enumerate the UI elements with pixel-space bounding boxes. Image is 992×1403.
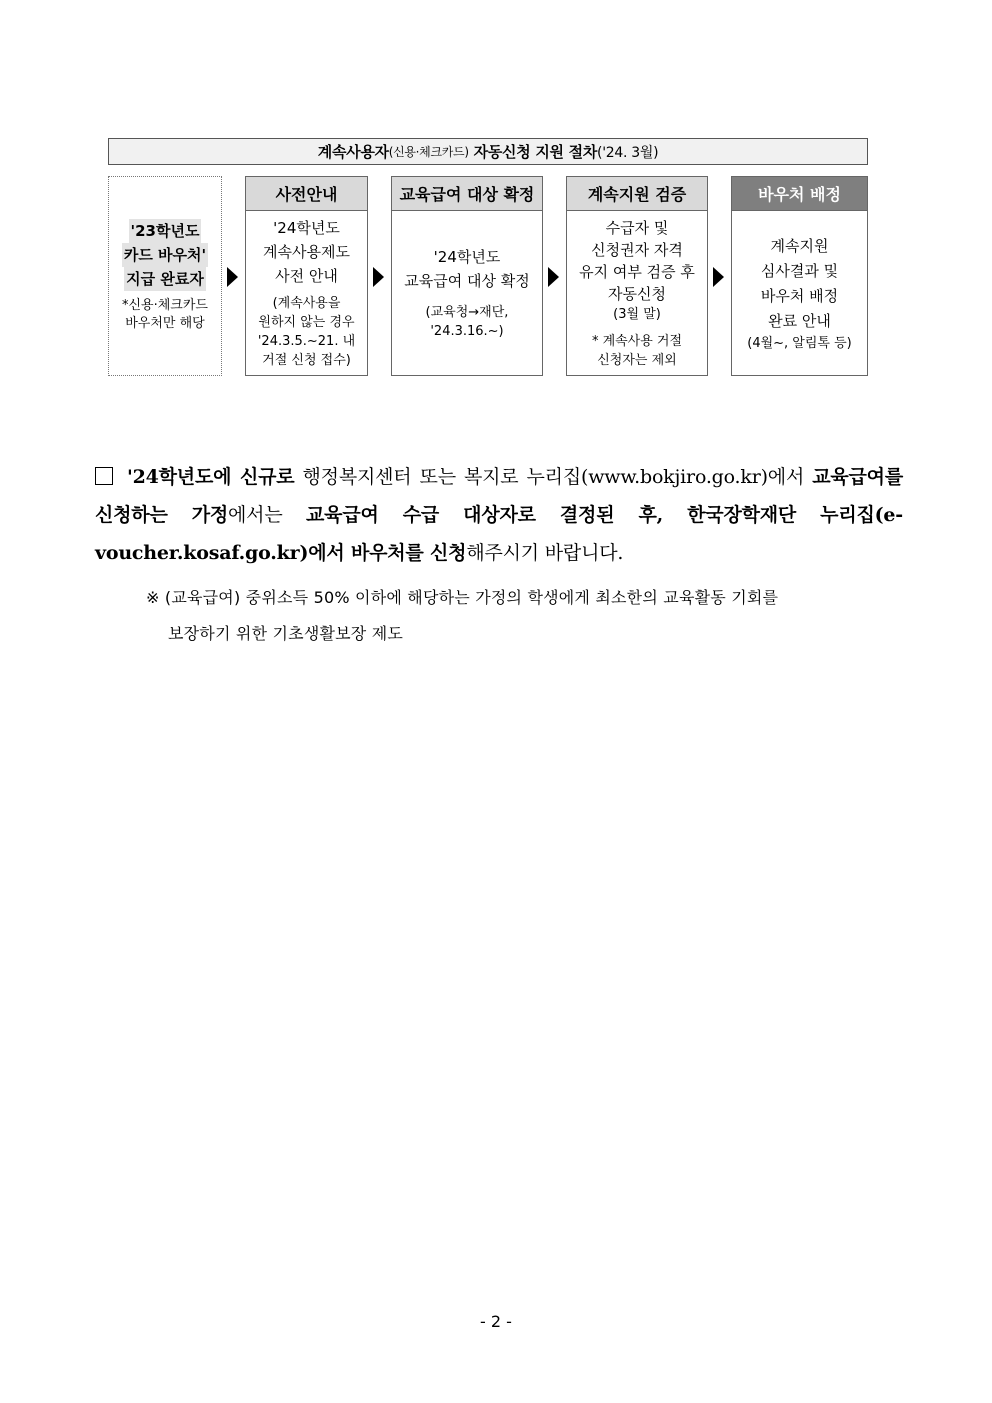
step1-header: 사전안내 (246, 177, 367, 211)
arrow-right-icon (373, 267, 384, 287)
paragraph-text-3: 해주시기 바랍니다. (466, 542, 624, 564)
step2-body (392, 211, 542, 375)
paragraph-bold-1: '24학년도에 신규로 (127, 466, 295, 488)
procedure-title (108, 138, 868, 165)
step-voucher-assign (731, 176, 868, 376)
procedure-title-card-type: (신용·체크카드) (388, 145, 469, 159)
paragraph-bold-2: 교육급여를 신청하는 가정 (95, 466, 903, 526)
procedure-title-rest: 자동신청 지원 절차 (468, 143, 598, 161)
step4-body (732, 211, 867, 375)
step3-line1: 수급자 및 (605, 218, 669, 237)
step0-note-line1: *신용·체크카드 (122, 298, 208, 313)
checkbox-bullet-icon (95, 467, 113, 485)
step1-sub4: 거절 신청 접수) (262, 353, 351, 368)
arrow-right-icon (227, 267, 238, 287)
procedure-title-main: 계속사용자 (317, 143, 389, 161)
step3-line3: 유지 여부 검증 후 (579, 262, 695, 281)
step4-line1: 계속지원 (770, 236, 829, 255)
notice-paragraph (95, 458, 903, 572)
step-pre-notice (245, 176, 368, 376)
step4-line2: 심사결과 및 (760, 261, 839, 280)
paragraph-text-2: 에서는 (228, 504, 307, 526)
arrow-right-icon (548, 267, 559, 287)
step1-body (246, 211, 367, 375)
arrow-right-icon (713, 267, 724, 287)
step3-sub3: 신청자는 제외 (597, 352, 677, 368)
footnote (146, 580, 902, 652)
step2-line2: 교육급여 대상 확정 (404, 272, 530, 290)
paragraph-bold-3: 교육급여 수급 대상자로 결정된 후, 한국장학재단 누리집(e-voucher.kosaf.go.kr)에서 바우처를 신청 (95, 504, 903, 564)
step3-sub2: * 계속사용 거절 (591, 333, 683, 349)
step4-sub1: (4월~, 알림톡 등) (747, 335, 852, 351)
page-number: - 2 - (480, 1312, 512, 1331)
step0-note-line2: 바우처만 해당 (125, 316, 205, 331)
step3-body (567, 211, 707, 375)
paragraph-text-1: 행정복지센터 또는 복지로 누리집(www.bokjiro.go.kr)에서 (294, 466, 813, 488)
step-continuation-verify (566, 176, 708, 376)
step0-line2: 카드 바우처' (122, 243, 208, 267)
procedure-title-year: ('24. 3월) (597, 144, 659, 161)
step2-header: 교육급여 대상 확정 (392, 177, 542, 211)
step3-line4: 자동신청 (608, 284, 666, 303)
step1-sub1: (계속사용을 (272, 296, 341, 311)
footnote-line2: 보장하기 위한 기초생활보장 제도 (168, 624, 404, 643)
step-card-voucher-completed (108, 176, 222, 376)
step1-sub2: 원하지 않는 경우 (258, 315, 355, 330)
step0-note (122, 297, 208, 333)
step4-header: 바우처 배정 (732, 177, 867, 211)
step3-line2: 신청권자 자격 (591, 240, 683, 259)
step2-sub1: (교육청→재단, (425, 305, 509, 320)
step1-sub3: '24.3.5.~21. 내 (257, 334, 356, 349)
step2-line1: '24학년도 (433, 248, 501, 266)
footnote-line1: ※ (교육급여) 중위소득 50% 이하에 해당하는 가정의 학생에게 최소한의 교육활동 기회를 (146, 588, 779, 607)
step1-line2: 계속사용제도 (263, 243, 350, 261)
step4-line4: 완료 안내 (768, 311, 831, 330)
step0-line1: '23학년도 (129, 219, 202, 243)
step2-sub2: '24.3.16.~) (430, 324, 504, 339)
step4-line3: 바우처 배정 (760, 286, 839, 305)
step1-line3: 사전 안내 (275, 267, 338, 285)
step0-line3: 지급 완료자 (124, 267, 206, 291)
step1-line1: '24학년도 (273, 219, 340, 237)
step3-header: 계속지원 검증 (567, 177, 707, 211)
step3-sub1: (3월 말) (613, 306, 661, 322)
step-eligibility-confirm (391, 176, 543, 376)
